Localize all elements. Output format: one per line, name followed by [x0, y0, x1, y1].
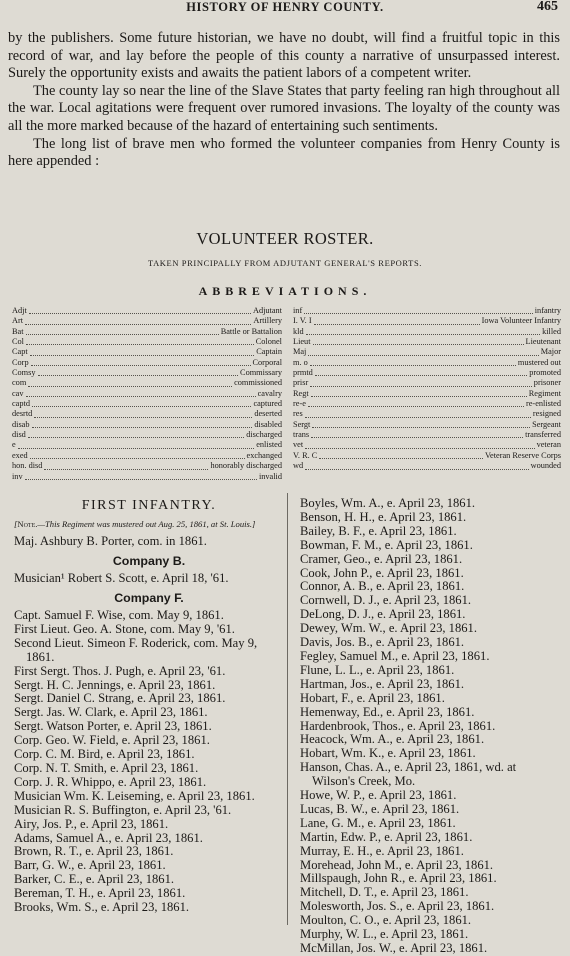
- roster-entry: Hartman, Jos., e. April 23, 1861.: [300, 676, 465, 691]
- abbreviation-row: [293, 389, 561, 399]
- abbreviation-row: [293, 327, 561, 337]
- abbreviation-meaning: invalid: [258, 471, 282, 481]
- abbreviation-row: [12, 378, 282, 388]
- roster-entry: Corp. N. T. Smith, e. April 23, 1861.: [14, 761, 199, 775]
- abbreviation-row: [293, 461, 561, 471]
- leader-dots: [30, 347, 255, 355]
- roster-entry: Sergt. Watson Porter, e. April 23, 1861.: [14, 719, 212, 734]
- abbreviation-meaning: deserted: [254, 409, 282, 419]
- abbreviation-term: prmtd: [293, 368, 313, 378]
- roster-entry: Flune, L. L., e. April 23, 1861.: [300, 662, 455, 677]
- roster-entry: Airy, Jos. P., e. April 23, 1861.: [14, 816, 169, 831]
- abbreviation-row: [12, 347, 282, 357]
- abbreviation-term: Comsy: [12, 368, 36, 378]
- roster-entry: Barker, C. E., e. April 23, 1861.: [14, 872, 175, 887]
- abbreviation-term: Lieut: [293, 337, 311, 347]
- abbreviation-meaning: infantry: [534, 306, 561, 315]
- leader-dots: [310, 358, 516, 366]
- leader-dots: [18, 440, 255, 448]
- leader-dots: [32, 420, 253, 428]
- abbreviation-row: [12, 451, 282, 461]
- abbreviation-row: [293, 451, 561, 461]
- leader-dots: [305, 461, 528, 469]
- company-b-heading: Company B.: [112, 554, 186, 569]
- column-divider: [287, 493, 288, 925]
- page-number: 465: [537, 0, 558, 14]
- abbreviation-term: trans: [293, 430, 310, 440]
- roster-entry: Lucas, B. W., e. April 23, 1861.: [300, 801, 460, 816]
- roster-entry: Millspaugh, John R., e. April 23, 1861.: [300, 871, 497, 886]
- regiment-title: FIRST INFANTRY.: [81, 498, 217, 513]
- abbreviation-row: [293, 358, 561, 368]
- company-f-list-right: [300, 497, 562, 956]
- leader-dots: [308, 399, 524, 407]
- abbreviation-meaning: Sergeant: [532, 419, 561, 429]
- leader-dots: [44, 461, 208, 469]
- leader-dots: [28, 378, 232, 386]
- leader-dots: [311, 430, 523, 438]
- roster-entry: Hardenbrook, Thos., e. April 23, 1861.: [300, 718, 496, 733]
- abbreviation-meaning: Colonel: [255, 337, 282, 347]
- abbreviation-term: e: [12, 440, 16, 450]
- abbreviation-row: [12, 337, 282, 347]
- abbreviation-term: Col: [12, 337, 24, 347]
- abbreviation-row: [293, 306, 561, 316]
- abbreviation-row: [293, 430, 561, 440]
- abbreviation-meaning: Iowa Volunteer Infantry: [481, 316, 561, 326]
- roster-entry: McMillan, Jos. W., e. April 23, 1861.: [300, 941, 488, 955]
- intro-text: [8, 30, 560, 171]
- abbreviation-row: [12, 440, 282, 450]
- abbreviation-term: V. R. C: [293, 450, 318, 460]
- major-entry: Maj. Ashbury B. Porter, com. in 1861.: [14, 534, 207, 549]
- leader-dots: [25, 316, 251, 324]
- leader-dots: [314, 316, 480, 324]
- abbreviation-meaning: Veteran Reserve Corps: [484, 450, 561, 460]
- leader-dots: [315, 368, 527, 376]
- leader-dots: [312, 420, 530, 428]
- abbreviation-term: Bat: [12, 326, 24, 336]
- abbreviation-term: Corp: [12, 357, 29, 367]
- abbreviations-heading: ABBREVIATIONS.: [198, 284, 372, 298]
- leader-dots: [26, 389, 256, 397]
- roster-entry: Hobart, Wm. K., e. April 23, 1861.: [300, 746, 476, 761]
- abbreviation-meaning: honorably discharged: [210, 461, 282, 471]
- abbreviation-row: [12, 430, 282, 440]
- roster-entry: DeLong, D. J., e. April 23, 1861.: [300, 607, 466, 622]
- roster-entry: Sergt. Daniel C. Strang, e. April 23, 1861.: [14, 691, 226, 706]
- abbreviations-right-column: [293, 306, 561, 472]
- abbreviation-term: Art: [12, 316, 24, 326]
- roster-entry: Bereman, T. H., e. April 23, 1861.: [14, 886, 186, 901]
- roster-entry: Morehead, John M., e. April 23, 1861.: [300, 857, 494, 872]
- abbreviation-term: exed: [12, 450, 28, 460]
- abbreviation-meaning: exchanged: [246, 450, 282, 460]
- leader-dots: [29, 306, 251, 314]
- abbreviation-term: prisr: [293, 378, 309, 388]
- roster-entry: Musician¹ Robert S. Scott, e. April 18, '61.: [14, 571, 229, 586]
- abbreviation-term: kld: [293, 326, 304, 336]
- abbreviation-meaning: transferred: [525, 430, 561, 440]
- abbreviation-meaning: Adjutant: [252, 306, 282, 315]
- abbreviation-term: Capt: [12, 347, 28, 357]
- roster-entry: Cook, John P., e. April 23, 1861.: [300, 565, 464, 580]
- abbreviation-term: inv: [12, 471, 23, 481]
- page-header: [0, 0, 570, 20]
- leader-dots: [313, 337, 524, 345]
- roster-entry: Dewey, Wm. W., e. April 23, 1861.: [300, 621, 477, 636]
- roster-entry: Cramer, Geo., e. April 23, 1861.: [300, 551, 463, 566]
- abbreviation-row: [293, 378, 561, 388]
- roster-entry: Sergt. Jas. W. Clark, e. April 23, 1861.: [14, 705, 208, 720]
- note-text: —This Regiment was mustered out Aug. 25, 1861, at St. Louis.: [37, 518, 253, 529]
- abbreviation-meaning: Corporal: [252, 357, 282, 367]
- roster-entry: Capt. Samuel F. Wise, com. May 9, 1861.: [14, 608, 224, 623]
- roster-entry: Heacock, Wm. A., e. April 23, 1861.: [300, 732, 485, 747]
- roster-entry: Corp. C. M. Bird, e. April 23, 1861.: [14, 747, 195, 762]
- abbreviation-term: disd: [12, 430, 26, 440]
- abbreviations-left-column: [12, 306, 282, 482]
- roster-entry: Hanson, Chas. A., e. April 23, 1861, wd. at Wilson's Creek, Mo.: [300, 760, 517, 789]
- abbreviation-term: cav: [12, 388, 24, 398]
- roster-subtitle: TAKEN PRINCIPALLY FROM ADJUTANT GENERAL'S REPORTS.: [147, 258, 423, 268]
- abbreviation-meaning: mustered out: [517, 357, 561, 367]
- roster-entry: Corp. J. R. Whippo, e. April 23, 1861.: [14, 774, 207, 789]
- roster-entry: Lane, G. M., e. April 23, 1861.: [300, 815, 456, 830]
- roster-entry: Benson, H. H., e. April 23, 1861.: [300, 509, 467, 524]
- note-label: Note.: [17, 518, 38, 529]
- roster-entry: Brooks, Wm. S., e. April 23, 1861.: [14, 900, 190, 915]
- abbreviation-row: [12, 472, 282, 482]
- roster-entry: Connor, A. B., e. April 23, 1861.: [300, 579, 465, 594]
- leader-dots: [319, 451, 483, 459]
- abbreviation-row: [293, 420, 561, 430]
- leader-dots: [38, 368, 239, 376]
- abbreviation-row: [12, 358, 282, 368]
- abbreviation-row: [293, 399, 561, 409]
- roster-title: VOLUNTEER ROSTER.: [196, 229, 374, 248]
- abbreviation-row: [12, 420, 282, 430]
- abbreviation-row: [293, 347, 561, 357]
- leader-dots: [30, 451, 245, 459]
- abbreviation-term: desrtd: [12, 409, 33, 419]
- roster-entry: Sergt. H. C. Jennings, e. April 23, 1861.: [14, 677, 216, 692]
- company-f-heading: Company F.: [114, 591, 184, 606]
- abbreviation-meaning: resigned: [532, 409, 561, 419]
- abbreviation-meaning: Commissary: [240, 368, 282, 378]
- leader-dots: [304, 306, 533, 314]
- abbreviation-term: I. V. I: [293, 316, 312, 326]
- abbreviation-meaning: disabled: [254, 419, 282, 429]
- roster-entry: Corp. Geo. W. Field, e. April 23, 1861.: [14, 733, 210, 748]
- abbreviation-row: [293, 409, 561, 419]
- company-b-list: [14, 572, 284, 586]
- abbreviation-meaning: veteran: [536, 440, 561, 450]
- roster-entry: First Lieut. Geo. A. Stone, com. May 9, '61.: [14, 621, 235, 636]
- abbreviation-meaning: prisoner: [533, 378, 561, 388]
- roster-entry: Moulton, C. O., e. April 23, 1861.: [300, 913, 472, 928]
- abbreviation-meaning: Artillery: [253, 316, 282, 326]
- roster-entry: Murphy, W. L., e. April 23, 1861.: [300, 927, 469, 942]
- roster-entry: Howe, W. P., e. April 23, 1861.: [300, 788, 457, 803]
- abbreviation-meaning: Major: [540, 347, 561, 357]
- abbreviation-meaning: Regiment: [528, 388, 561, 398]
- abbreviation-meaning: commissioned: [234, 378, 282, 388]
- roster-entry: Hobart, F., e. April 23, 1861.: [300, 690, 445, 705]
- leader-dots: [311, 389, 527, 397]
- roster-entry: Fegley, Samuel M., e. April 23, 1861.: [300, 648, 490, 663]
- abbreviation-row: [12, 368, 282, 378]
- roster-entry: Martin, Edw. P., e. April 23, 1861.: [300, 829, 473, 844]
- abbreviation-row: [293, 368, 561, 378]
- leader-dots: [28, 430, 244, 438]
- left-roster-column: [14, 497, 284, 915]
- abbreviation-row: [293, 316, 561, 326]
- leader-dots: [306, 327, 540, 335]
- abbreviation-row: [12, 327, 282, 337]
- roster-entry: Bowman, F. M., e. April 23, 1861.: [300, 537, 473, 552]
- abbreviation-term: com: [12, 378, 27, 388]
- abbreviation-meaning: wounded: [530, 461, 561, 471]
- roster-entry: Brown, R. T., e. April 23, 1861.: [14, 844, 174, 859]
- abbreviation-meaning: killed: [542, 326, 561, 336]
- roster-entry: Boyles, Wm. A., e. April 23, 1861.: [300, 496, 476, 510]
- abbreviation-meaning: re-enlisted: [525, 399, 561, 409]
- abbreviation-meaning: cavalry: [257, 388, 282, 398]
- abbreviation-meaning: Battle or Battalion: [220, 326, 282, 336]
- abbreviation-term: re-e: [293, 399, 306, 409]
- regiment-note: [Note.—This Regiment was mustered out Aug. 25, 1861, at St. Louis.]: [14, 518, 256, 529]
- roster-entry: Davis, Jos. B., e. April 23, 1861.: [300, 635, 465, 650]
- roster-entry: Musician R. S. Buffington, e. April 23, '61.: [14, 802, 232, 817]
- abbreviation-row: [293, 337, 561, 347]
- abbreviation-meaning: enlisted: [256, 440, 282, 450]
- roster-entry: Murray, E. H., e. April 23, 1861.: [300, 843, 464, 858]
- abbreviation-term: hon. disd: [12, 461, 43, 471]
- abbreviation-row: [12, 409, 282, 419]
- abbreviation-term: Regt: [293, 388, 309, 398]
- abbreviation-row: [12, 306, 282, 316]
- intro-paragraph: The long list of brave men who formed the volunteer companies from Henry County is here appended :: [8, 135, 560, 170]
- leader-dots: [34, 409, 252, 417]
- abbreviation-row: [12, 316, 282, 326]
- roster-entry: Bailey, B. F., e. April 23, 1861.: [300, 523, 457, 538]
- leader-dots: [32, 399, 251, 407]
- intro-paragraph: by the publishers. Some future historian, we have no doubt, will find a fruitful topic in this record of war, and lay before the people of this county a narrative of unsurpassed interest. Surely the opportunity exists and awaits the patient labors of a competent writer.: [8, 30, 560, 82]
- leader-dots: [25, 472, 257, 480]
- roster-entry: Molesworth, Jos. S., e. April 23, 1861.: [300, 899, 495, 914]
- abbreviation-term: disab: [12, 419, 30, 429]
- leader-dots: [310, 378, 532, 386]
- abbreviation-term: Adjt: [12, 306, 27, 315]
- abbreviation-meaning: Lieutenant: [525, 337, 561, 347]
- abbreviation-term: m. o: [293, 357, 308, 367]
- abbreviation-meaning: Captain: [256, 347, 282, 357]
- roster-entry: Second Lieut. Simeon F. Roderick, com. May 9, 1861.: [14, 635, 258, 664]
- roster-entry: Cornwell, D. J., e. April 23, 1861.: [300, 593, 472, 608]
- abbreviation-meaning: promoted: [529, 368, 561, 378]
- abbreviation-term: wd: [293, 461, 304, 471]
- abbreviation-row: [12, 399, 282, 409]
- roster-entry: Hemenway, Ed., e. April 23, 1861.: [300, 704, 475, 719]
- roster-entry: Adams, Samuel A., e. April 23, 1861.: [14, 830, 203, 845]
- leader-dots: [26, 327, 219, 335]
- abbreviation-meaning: captured: [253, 399, 282, 409]
- abbreviation-term: Maj: [293, 347, 307, 357]
- roster-entry: First Sergt. Thos. J. Pugh, e. April 23, '61.: [14, 663, 226, 678]
- leader-dots: [308, 347, 538, 355]
- roster-entry: Musician Wm. K. Leiseming, e. April 23, 1861.: [14, 788, 255, 803]
- leader-dots: [26, 337, 254, 345]
- abbreviation-term: inf: [293, 306, 303, 315]
- abbreviation-meaning: discharged: [246, 430, 282, 440]
- abbreviation-term: res: [293, 409, 303, 419]
- abbreviation-term: captd: [12, 399, 30, 409]
- leader-dots: [305, 409, 531, 417]
- roster-entry: Barr, G. W., e. April 23, 1861.: [14, 858, 166, 873]
- abbreviation-row: [12, 389, 282, 399]
- running-head: HISTORY OF HENRY COUNTY.: [186, 0, 384, 14]
- company-f-list-left: [14, 609, 284, 915]
- abbreviation-row: [293, 440, 561, 450]
- leader-dots: [31, 358, 251, 366]
- abbreviation-row: [12, 461, 282, 471]
- abbreviation-term: Sergt: [293, 419, 311, 429]
- roster-entry: Mitchell, D. T., e. April 23, 1861.: [300, 885, 469, 900]
- intro-paragraph: The county lay so near the line of the Slave States that party feeling ran high throughout all the war. Local agitations were frequent over rumored invasions. The loyalty of the county was all the more marked because of the hazard of entertaining such sentiments.: [8, 82, 560, 134]
- leader-dots: [305, 440, 534, 448]
- abbreviation-term: vet: [293, 440, 304, 450]
